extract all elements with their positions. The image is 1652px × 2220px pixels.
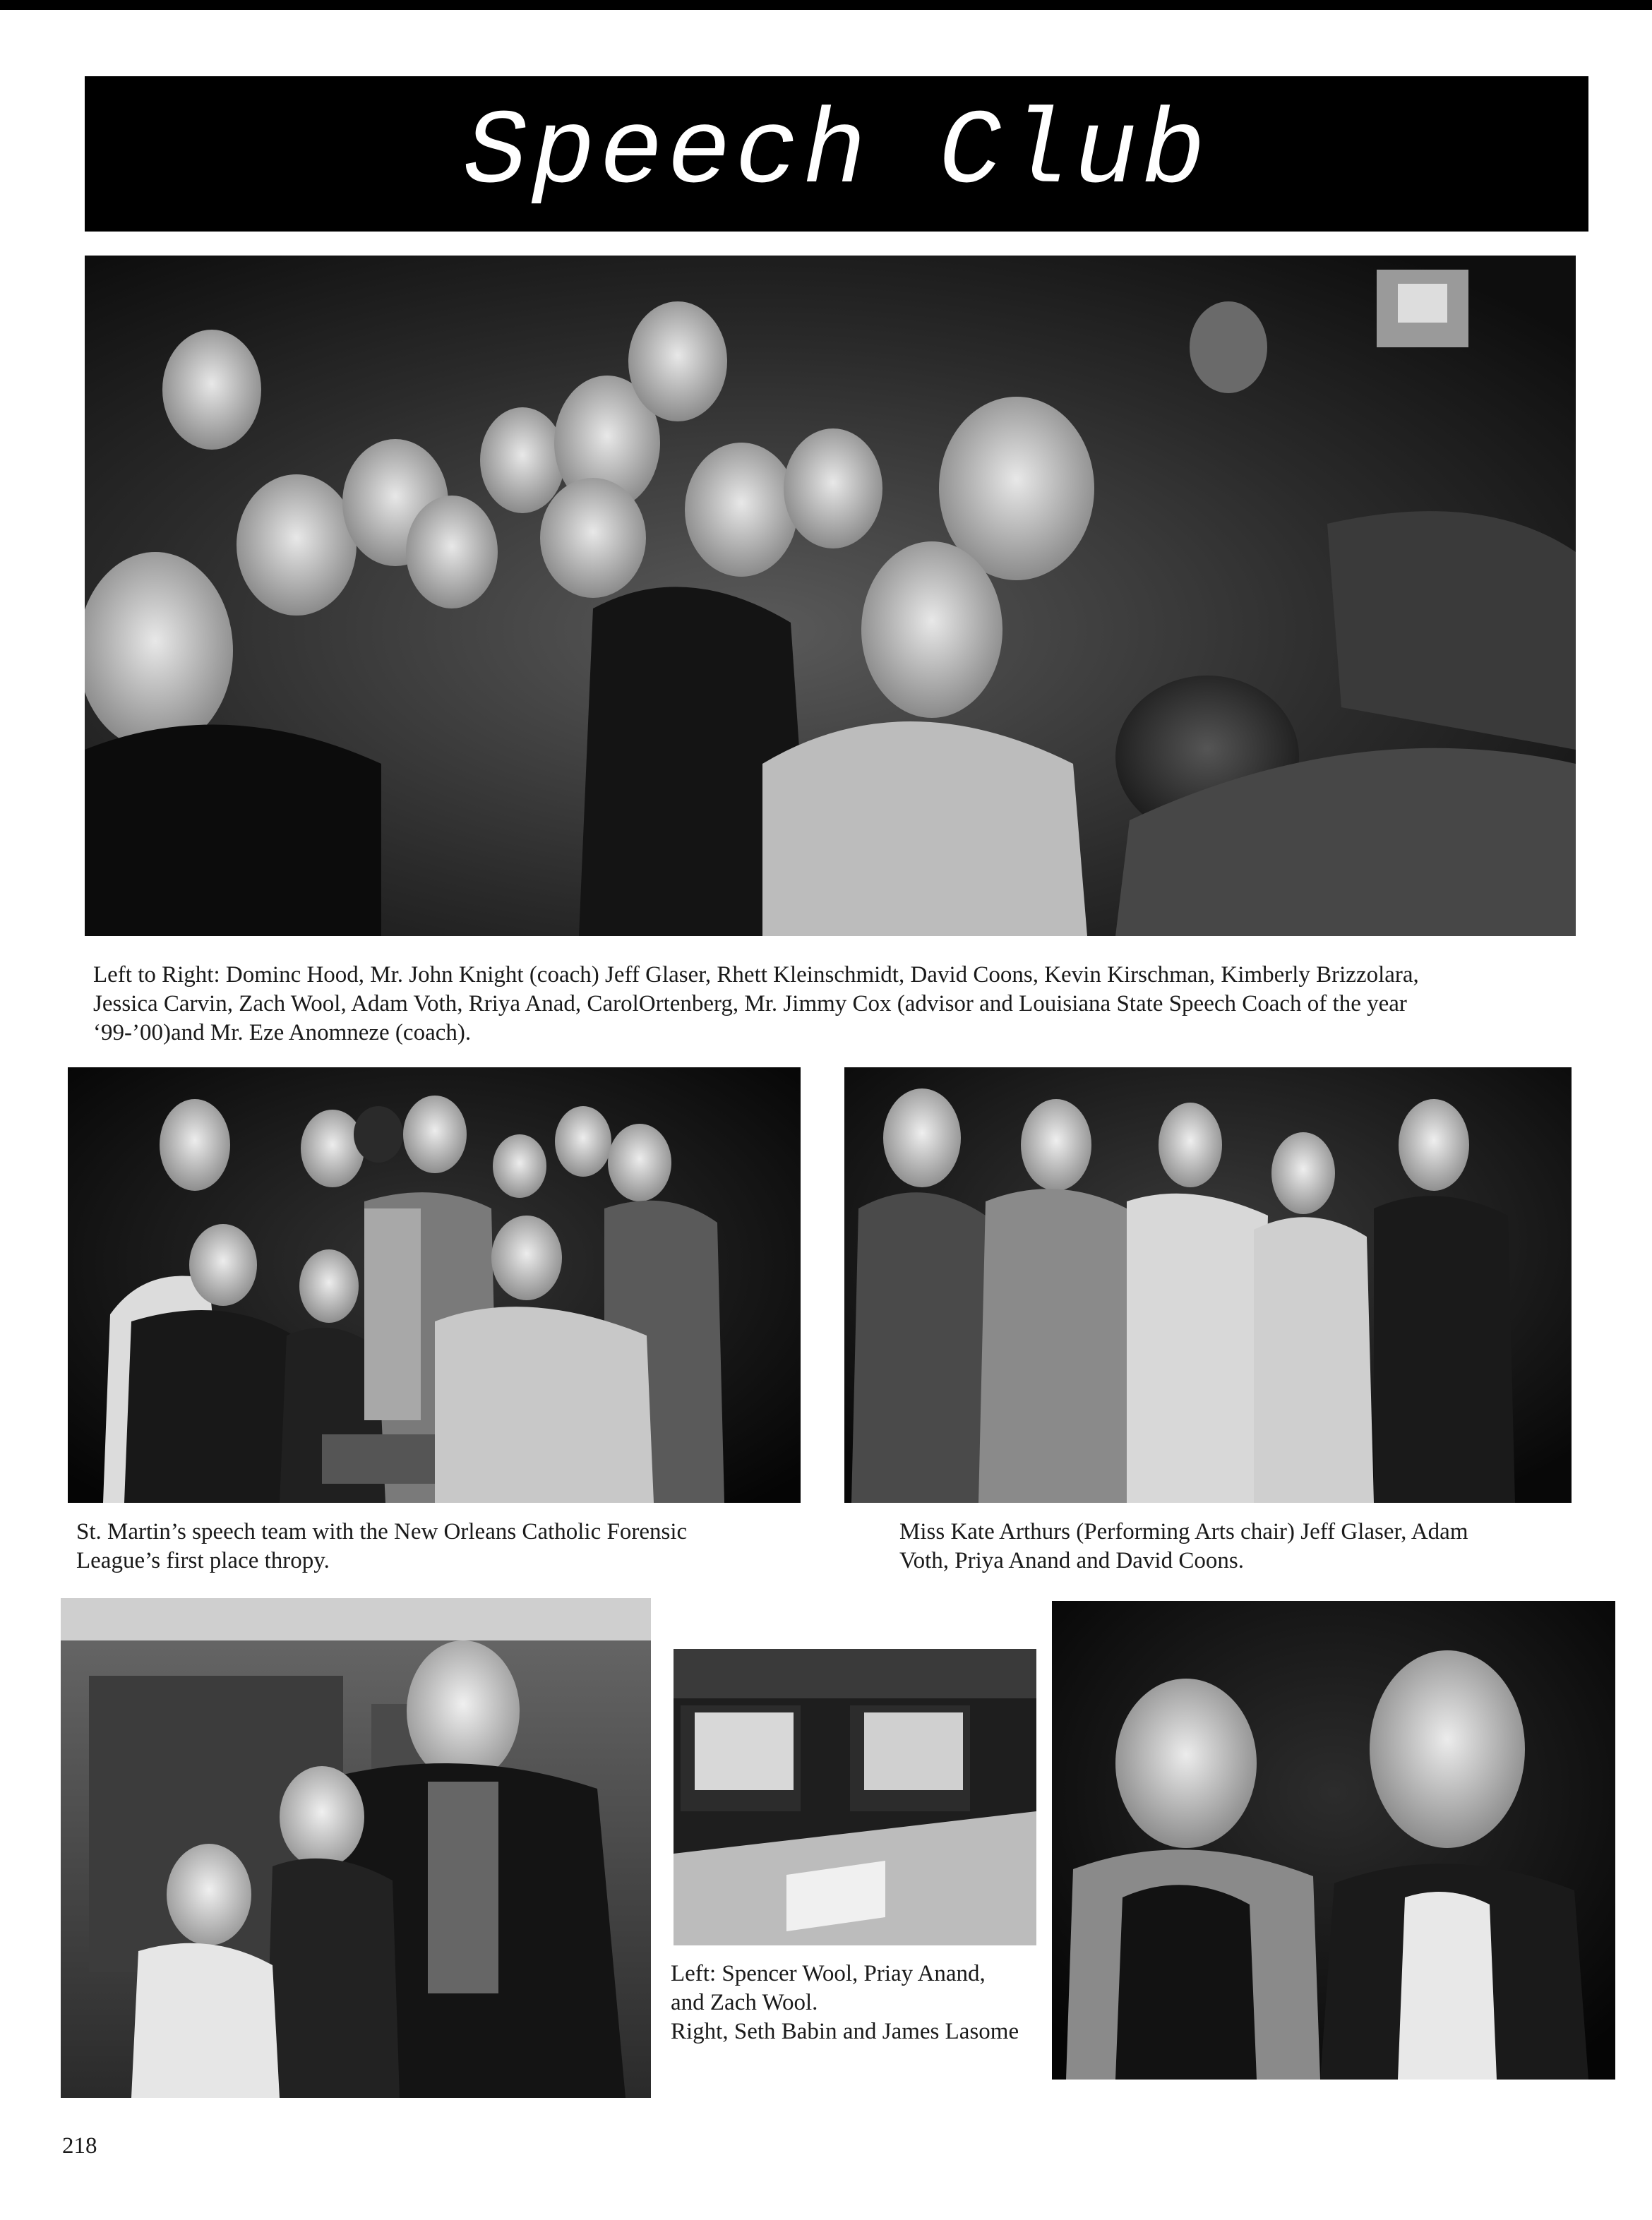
team-trophy-caption (76, 1518, 803, 1576)
caption-line: Right, Seth Babin and James Lasome (671, 2019, 1019, 2044)
main-group-photo-art (85, 256, 1576, 936)
costume-party-photo (61, 1598, 651, 2098)
team-trophy-photo (68, 1067, 801, 1503)
caption-line: Left: Spencer Wool, Priay Anand, (671, 1961, 986, 1986)
arthurs-group-photo-art (844, 1067, 1572, 1503)
title-banner (85, 76, 1588, 232)
caption-line: Voth, Priya Anand and David Coons. (899, 1548, 1244, 1573)
page-title: Speech Club (463, 94, 1210, 214)
bottom-photos-caption (671, 1960, 1038, 2046)
two-students-photo-art (1052, 1601, 1615, 2080)
top-rule (0, 0, 1652, 10)
caption-line: ‘99-’00)and Mr. Eze Anomneze (coach). (93, 1020, 472, 1045)
arthurs-group-caption (899, 1518, 1577, 1576)
two-students-photo (1052, 1601, 1615, 2080)
page-number: 218 (62, 2133, 97, 2159)
arthurs-group-photo (844, 1067, 1572, 1503)
caption-line: and Zach Wool. (671, 1990, 818, 2015)
caption-line: Jessica Carvin, Zach Wool, Adam Voth, Rriya Anad, CarolOrtenberg, Mr. Jimmy Cox (advisor and Louisiana State Speech Coach of the year (93, 991, 1407, 1016)
club-signs-photo-art (674, 1649, 1036, 1945)
caption-line: Left to Right: Dominc Hood, Mr. John Knight (coach) Jeff Glaser, Rhett Kleinschmidt, David Coons, Kevin Kirschman, Kimberly Brizzolara, (93, 962, 1419, 988)
caption-line: League’s first place thropy. (76, 1548, 330, 1573)
costume-party-photo-art (61, 1598, 651, 2098)
caption-line: St. Martin’s speech team with the New Orleans Catholic Forensic (76, 1519, 688, 1544)
main-photo-caption (93, 961, 1576, 1048)
team-trophy-photo-art (68, 1067, 801, 1503)
club-signs-photo (674, 1649, 1036, 1945)
caption-line: Miss Kate Arthurs (Performing Arts chair) Jeff Glaser, Adam (899, 1519, 1468, 1544)
main-group-photo (85, 256, 1576, 936)
